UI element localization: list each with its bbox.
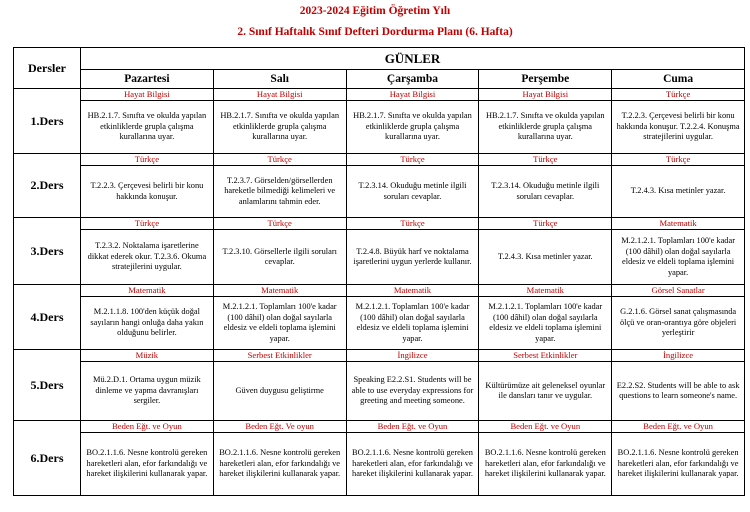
- table-row: [14, 89, 745, 154]
- plan-cell: [213, 350, 346, 421]
- subject-label: Serbest Etkinlikler: [214, 350, 346, 362]
- subject-label: Türkçe: [479, 154, 611, 166]
- plan-cell: [612, 421, 745, 496]
- subject-label: Türkçe: [347, 154, 479, 166]
- subject-label: Türkçe: [81, 218, 213, 230]
- plan-cell: [346, 89, 479, 154]
- plan-cell: [612, 89, 745, 154]
- subject-label: Matematik: [214, 285, 346, 297]
- plan-cell: [612, 154, 745, 218]
- lesson-label: 1.Ders: [14, 89, 81, 154]
- objective-text: BO.2.1.1.6. Nesne kontrolü gereken hareketleri alan, efor farkındalığı ve hareket ilişkilerini kullanarak yapar.: [617, 448, 739, 479]
- objective-text: Speaking E2.2.S1. Students will be able to use everyday expressions for greeting and meeting someone.: [351, 375, 474, 406]
- lesson-label: 4.Ders: [14, 285, 81, 350]
- objective-text: T.2.3.10. Görsellerle ilgili soruları cevaplar.: [222, 246, 337, 266]
- plan-cell: [479, 218, 612, 285]
- objective-text: T.2.4.8. Büyük harf ve noktalama işaretlerini uygun yerlerde kullanır.: [353, 246, 472, 266]
- subject-label: Matematik: [81, 285, 213, 297]
- gunler-header: GÜNLER: [81, 48, 745, 70]
- day-header-thursday: Perşembe: [479, 70, 612, 89]
- day-header-tuesday: Salı: [213, 70, 346, 89]
- subject-label: Serbest Etkinlikler: [479, 350, 611, 362]
- day-header-friday: Cuma: [612, 70, 745, 89]
- plan-cell: [213, 89, 346, 154]
- plan-cell: [213, 421, 346, 496]
- subject-label: Hayat Bilgisi: [347, 89, 479, 101]
- subject-label: Türkçe: [347, 218, 479, 230]
- table-row: [14, 285, 745, 350]
- subject-label: Beden Eğt. ve Oyun: [479, 421, 611, 433]
- lesson-label: 6.Ders: [14, 421, 81, 496]
- weekly-plan-table: [13, 47, 745, 496]
- subject-label: Müzik: [81, 350, 213, 362]
- plan-cell: [479, 350, 612, 421]
- lesson-label: 2.Ders: [14, 154, 81, 218]
- objective-text: T.2.2.3. Çerçevesi belirli bir konu hakkında konuşur. T.2.2.4. Konuşma stratejilerini uygular.: [616, 111, 740, 142]
- objective-text: E2.2.S2. Students will be able to ask questions to learn someone's name.: [616, 380, 740, 400]
- plan-cell: [479, 89, 612, 154]
- objective-text: M.2.1.2.1. Toplamları 100'e kadar (100 dâhil) olan doğal sayılarla eldesiz ve eldeli toplama işlemini yapar.: [355, 302, 470, 343]
- objective-text: T.2.3.2. Noktalama işaretlerine dikkat ederek okur. T.2.3.6. Okuma stratejilerini uygular.: [87, 241, 207, 272]
- table-row: [14, 218, 745, 285]
- table-row: [14, 421, 745, 496]
- plan-cell: [346, 350, 479, 421]
- objective-text: T.2.3.14. Okuduğu metinle ilgili soruları cevaplar.: [491, 181, 600, 201]
- objective-text: HB.2.1.7. Sınıfta ve okulda yapılan etkinliklerde grupla çalışma kurallarına uyar.: [485, 111, 605, 142]
- plan-cell: [81, 285, 214, 350]
- subject-label: Beden Eğt. ve Oyun: [347, 421, 479, 433]
- objective-text: M.2.1.2.1. Toplamları 100'e kadar (100 dâhil) olan doğal sayılarla eldesiz ve eldeli toplama işlemini yapar.: [621, 236, 735, 277]
- dersler-header: Dersler: [14, 48, 81, 89]
- plan-cell: [81, 350, 214, 421]
- objective-text: HB.2.1.7. Sınıfta ve okulda yapılan etkinliklerde grupla çalışma kurallarına uyar.: [353, 111, 472, 142]
- subject-label: Beden Eğt. Ve oyun: [214, 421, 346, 433]
- plan-cell: [213, 218, 346, 285]
- subject-label: Türkçe: [479, 218, 611, 230]
- plan-cell: [479, 154, 612, 218]
- subject-label: İngilizce: [347, 350, 479, 362]
- plan-cell: [81, 89, 214, 154]
- objective-text: M.2.1.2.1. Toplamları 100'e kadar (100 dâhil) olan doğal sayılarla eldesiz ve eldeli toplama işlemini yapar.: [488, 302, 603, 343]
- plan-cell: [213, 285, 346, 350]
- objective-text: T.2.4.3. Kısa metinler yazar.: [497, 251, 593, 261]
- objective-text: BO.2.1.1.6. Nesne kontrolü gereken hareketleri alan, efor farkındalığı ve hareket ilişkilerini kullanarak yapar.: [219, 448, 341, 479]
- objective-text: HB.2.1.7. Sınıfta ve okulda yapılan etkinliklerde grupla çalışma kurallarına uyar.: [220, 111, 340, 142]
- objective-text: M.2.1.2.1. Toplamları 100'e kadar (100 dâhil) olan doğal sayılarla eldesiz ve eldeli toplama işlemini yapar.: [222, 302, 337, 343]
- objective-text: Kültürümüze ait geleneksel oyunlar ile dansları tanır ve uygular.: [485, 380, 606, 400]
- plan-cell: [81, 218, 214, 285]
- subject-label: Beden Eğt. ve Oyun: [81, 421, 213, 433]
- objective-text: G.2.1.6. Görsel sanat çalışmasında ölçü ve oran-orantıya göre objeleri yerleştirir: [619, 307, 737, 338]
- subject-label: Türkçe: [612, 154, 744, 166]
- plan-cell: [612, 285, 745, 350]
- subject-label: Matematik: [347, 285, 479, 297]
- plan-cell: [479, 285, 612, 350]
- subject-label: Beden Eğt. ve Oyun: [612, 421, 744, 433]
- lesson-label: 3.Ders: [14, 218, 81, 285]
- objective-text: T.2.3.14. Okuduğu metinle ilgili soruları cevaplar.: [358, 181, 467, 201]
- lesson-label: 5.Ders: [14, 350, 81, 421]
- subject-label: Hayat Bilgisi: [214, 89, 346, 101]
- document-title-plan: 2. Sınıf Haftalık Sınıf Defteri Dordurma Planı (6. Hafta): [237, 26, 513, 38]
- subject-label: Türkçe: [612, 89, 744, 101]
- subject-label: Hayat Bilgisi: [479, 89, 611, 101]
- objective-text: T.2.4.3. Kısa metinler yazar.: [630, 186, 726, 196]
- subject-label: İngilizce: [612, 350, 744, 362]
- objective-text: T.2.3.7. Görselden/görsellerden hareketle bilmediği kelimeleri ve anlamlarını tahmin eder.: [224, 175, 336, 206]
- plan-cell: [81, 154, 214, 218]
- subject-label: Matematik: [612, 218, 744, 230]
- subject-label: Hayat Bilgisi: [81, 89, 213, 101]
- plan-cell: [479, 421, 612, 496]
- plan-cell: [612, 218, 745, 285]
- objective-text: HB.2.1.7. Sınıfta ve okulda yapılan etkinliklerde grupla çalışma kurallarına uyar.: [87, 111, 207, 142]
- objective-text: T.2.2.3. Çerçevesi belirli bir konu hakkında konuşur.: [90, 181, 204, 201]
- objective-text: BO.2.1.1.6. Nesne kontrolü gereken hareketleri alan, efor farkındalığı ve hareket ilişkilerini kullanarak yapar.: [86, 448, 208, 479]
- objective-text: BO.2.1.1.6. Nesne kontrolü gereken hareketleri alan, efor farkındalığı ve hareket ilişkilerini kullanarak yapar.: [352, 448, 473, 479]
- objective-text: Güven duygusu geliştirme: [235, 385, 324, 395]
- plan-cell: [81, 421, 214, 496]
- plan-cell: [612, 350, 745, 421]
- plan-cell: [346, 218, 479, 285]
- plan-cell: [346, 421, 479, 496]
- day-header-wednesday: Çarşamba: [346, 70, 479, 89]
- subject-label: Türkçe: [214, 154, 346, 166]
- subject-label: Matematik: [479, 285, 611, 297]
- table-row: [14, 154, 745, 218]
- subject-label: Türkçe: [81, 154, 213, 166]
- objective-text: M.2.1.1.8. 100'den küçük doğal sayıların hangi onluğa daha yakın olduğunu belirler.: [90, 307, 204, 338]
- document-title-year: 2023-2024 Eğitim Öğretim Yılı: [299, 5, 451, 17]
- objective-text: Mü.2.D.1. Ortama uygun müzik dinleme ve yapma davranışları sergiler.: [93, 375, 201, 406]
- plan-cell: [213, 154, 346, 218]
- subject-label: Görsel Sanatlar: [612, 285, 744, 297]
- day-header-monday: Pazartesi: [81, 70, 214, 89]
- plan-cell: [346, 154, 479, 218]
- plan-cell: [346, 285, 479, 350]
- subject-label: Türkçe: [214, 218, 346, 230]
- table-row: [14, 350, 745, 421]
- objective-text: BO.2.1.1.6. Nesne kontrolü gereken hareketleri alan, efor farkındalığı ve hareket ilişkilerini kullanarak yapar.: [484, 448, 606, 479]
